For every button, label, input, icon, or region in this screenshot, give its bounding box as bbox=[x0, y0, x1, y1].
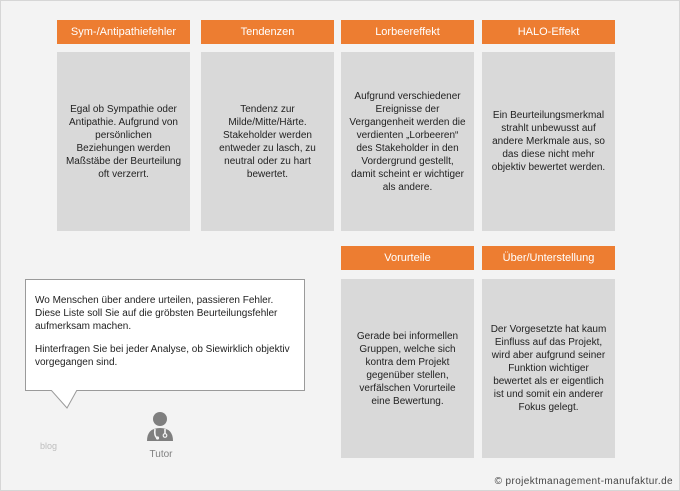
header-halo-effekt: HALO-Effekt bbox=[482, 20, 615, 44]
copyright-notice: © projektmanagement-manufaktur.de bbox=[494, 476, 673, 487]
tutor-callout bbox=[25, 279, 305, 391]
header-ueber-unterstellung: Über/Unterstellung bbox=[482, 246, 615, 270]
blog-watermark: blog bbox=[40, 441, 58, 451]
callout-paragraph-1: Wo Menschen über andere urteilen, passieren Fehler. Diese Liste soll Sie auf die gröbsten Beurteilungsfehler aufmerksam machen. bbox=[35, 295, 278, 332]
box-vorurteile: Gerade bei informellen Gruppen, welche sich kontra dem Projekt gegenüber stellen, verfälschen Vorurteile eine Bewertung. bbox=[341, 279, 474, 458]
header-sym-antipathie: Sym-/Antipathiefehler bbox=[57, 20, 190, 44]
tutor-label: Tutor bbox=[149, 449, 173, 460]
box-lorbeereffekt: Aufgrund verschiedener Ereignisse der Vergangenheit werden die verdienten „Lorbeeren“ des Stakeholder in den Vordergrund gestellt, damit scheint er wichtiger als andere. bbox=[341, 52, 474, 231]
callout-paragraph-2: Hinterfragen Sie bei jeder Analyse, ob Siewirklich objektiv vorgegangen sind. bbox=[35, 344, 290, 368]
box-halo-effekt: Ein Beurteilungsmerkmal strahlt unbewusst auf andere Merkmale aus, so das diese nicht mehr objektiv bewertet werden. bbox=[482, 52, 615, 231]
callout-tail bbox=[51, 390, 91, 412]
doctor-avatar-icon bbox=[144, 410, 176, 442]
header-vorurteile: Vorurteile bbox=[341, 246, 474, 270]
box-sym-antipathie: Egal ob Sympathie oder Antipathie. Aufgrund von persönlichen Beziehungen werden Maßstäbe der Beurteilung oft verzerrt. bbox=[57, 52, 190, 231]
box-ueber-unterstellung: Der Vorgesetzte hat kaum Einfluss auf das Projekt, wird aber aufgrund seiner Funktion wichtiger bewertet als er eigentlich ist und somit ein anderer Fokus gelegt. bbox=[482, 279, 615, 458]
box-tendenzen: Tendenz zur Milde/Mitte/Härte. Stakeholder werden entweder zu lasch, zu neutral oder zu hart bewertet. bbox=[201, 52, 334, 231]
header-tendenzen: Tendenzen bbox=[201, 20, 334, 44]
header-lorbeereffekt: Lorbeereffekt bbox=[341, 20, 474, 44]
